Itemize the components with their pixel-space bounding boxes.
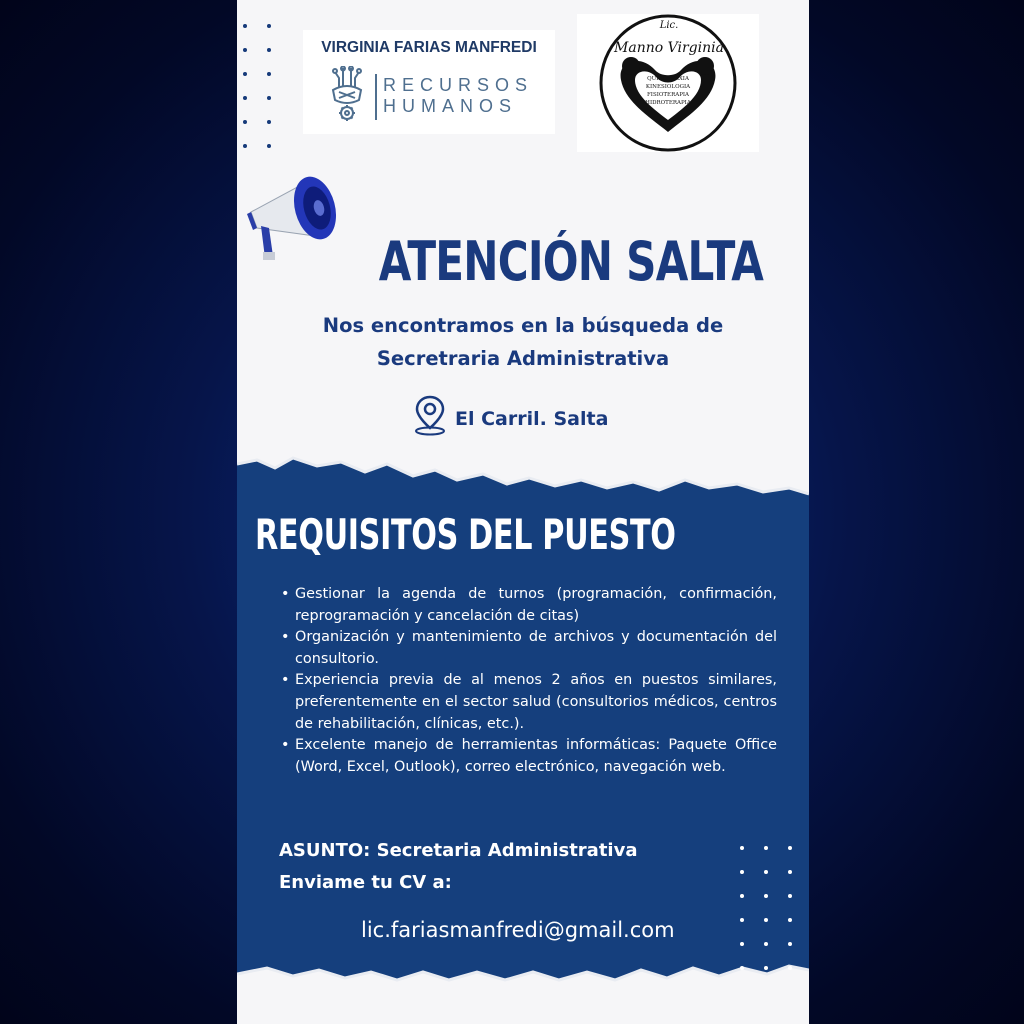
send-cv-label: Enviame tu CV a:: [279, 872, 452, 893]
partner-logo: [577, 14, 759, 152]
svg-text:Lic.: Lic.: [659, 20, 679, 31]
svg-text:FISIOTERAPIA: FISIOTERAPIA: [646, 92, 690, 98]
decorative-dots-bottom: [740, 846, 792, 970]
subtitle-line-2: Secretraria Administrativa: [376, 347, 670, 370]
requirement-item: • Gestionar la agenda de turnos (programación, confirmación, reprogramación y cancelación de citas): [281, 584, 777, 627]
headline: ATENCIÓN SALTA: [378, 230, 764, 293]
partner-logo-image: [577, 14, 759, 152]
svg-text:TEL: 3876114495: TEL: 3876114495: [645, 136, 691, 142]
brand-name: VIRGINIA FARIAS MANFREDI: [321, 39, 537, 56]
location-pin-icon: [413, 394, 447, 436]
svg-text:HIDROTERAPIA: HIDROTERAPIA: [645, 100, 691, 106]
megaphone-icon: [243, 166, 341, 266]
requirements-title: REQUISITOS DEL PUESTO: [255, 510, 676, 559]
svg-text:Manno Virginia: Manno Virginia: [614, 40, 724, 56]
subject-line: ASUNTO: Secretaria Administrativa: [279, 840, 638, 861]
requirement-item: • Excelente manejo de herramientas informáticas: Paquete Office (Word, Excel, Outlook), correo electrónico, navegación web.: [281, 735, 777, 778]
requirement-item: • Experiencia previa de al menos 2 años en puestos similares, preferentemente en el sector salud (consultorios médicos, centros de rehabilitación, clínicas, etc.).: [281, 670, 777, 735]
subtitle-line-1: Nos encontramos en la búsqueda de: [322, 314, 724, 337]
brand-line-2: HUMANOS: [383, 96, 518, 116]
decorative-dots-top: [243, 24, 271, 148]
requirement-item: • Organización y mantenimiento de archivos y documentación del consultorio.: [281, 627, 777, 670]
job-poster: [237, 0, 809, 1024]
hr-circuit-head-icon: [329, 66, 365, 124]
brand-line-1: RECURSOS: [383, 75, 534, 95]
svg-text:QUIROPRAXIA: QUIROPRAXIA: [647, 76, 689, 82]
requirements-list: [281, 584, 777, 778]
divider: [375, 74, 377, 120]
contact-email[interactable]: lic.fariasmanfredi@gmail.com: [361, 918, 675, 942]
location-text: El Carril. Salta: [455, 408, 609, 430]
hr-logo: [303, 30, 555, 134]
svg-text:KINESIOLOGIA: KINESIOLOGIA: [645, 84, 691, 90]
